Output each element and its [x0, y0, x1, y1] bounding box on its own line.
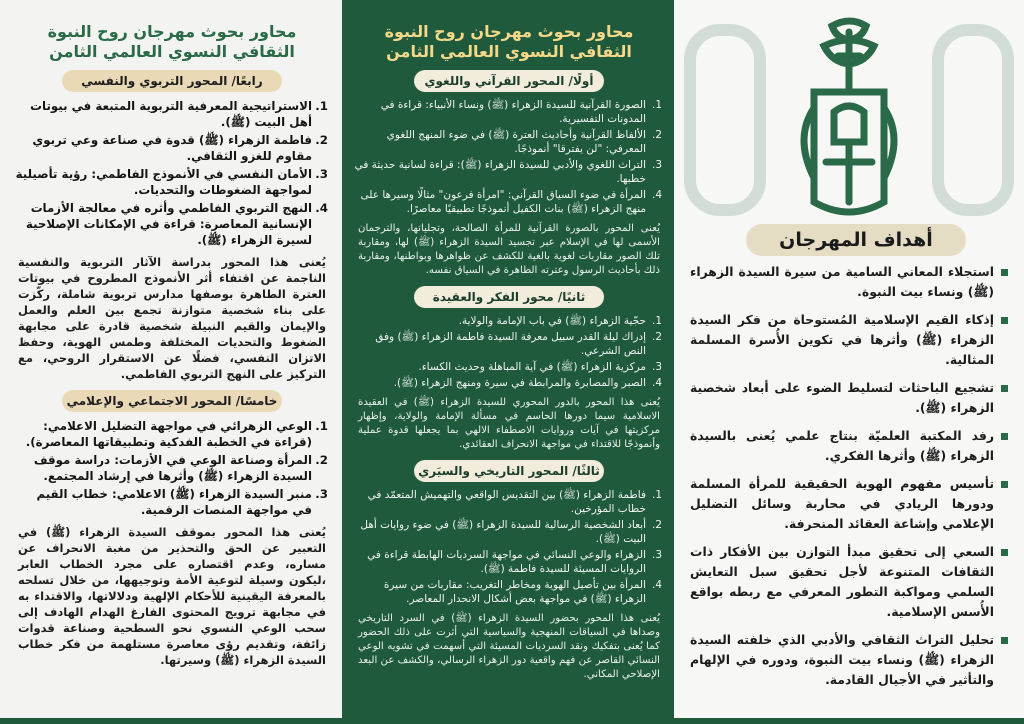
list-item: المرأة في ضوء السياق القرآني: "امرأة فرعون" مثالًا وسيرها على منهج الزهراء (ﷺ) بنات الكفيل أنموذجًا تطبيقيًا معاصرًا.	[360, 189, 646, 215]
section-note-historical: يُعنى هذا المحور بحضور السيدة الزهراء (ﷺ) في السرد التاريخي وصداها في السياقات المنهجية والسياسية التي أثرت على ذلك الحضور كما يُعنى بتفكيك ونقد السرديات المسيئة التي أسهمت في تشويه الوعي النسائي القاصر عن فهم واقعية دور الزهراء الرسالي، والكشف عن البعد الإصلاحي المكاني.	[358, 613, 660, 680]
list-item: الاستراتيجية المعرفية التربوية المتبعة في بيوتات أهل البيت (ﷺ).	[30, 99, 312, 129]
section-list-quranic	[354, 98, 664, 216]
middle-panel	[342, 0, 674, 724]
goals-list	[690, 262, 1008, 698]
section-heading-doctrine: ثانيًا/ محور الفكر والعقيدة	[414, 286, 604, 308]
bottom-green-strip	[0, 718, 1024, 724]
list-item: حجّية الزهراء (ﷺ) في باب الإمامة والولاية.	[458, 315, 646, 327]
goal-item: استجلاء المعاني السامية من سيرة السيدة الزهراء (ﷺ) ونساء بيت النبوة.	[690, 262, 1008, 302]
list-item: الصبر والمصابرة والمرابطة في سيرة ومنهج الزهراء (ﷺ).	[393, 377, 646, 389]
goal-item: رفد المكتبة العلميّة بنتاج علمي يُعنى بالسيدة الزهراء (ﷺ) وأثرها الفكري.	[690, 426, 1008, 466]
list-item: منبر السيدة الزهراء (ﷺ) الاعلامي: خطاب القيم في مواجهة المنصات الرقمية.	[36, 487, 312, 517]
section-note-educational: يُعنى هذا المحور بدراسة الآثار التربوية والنفسية الناجمة عن اقتفاء أثر الأنموذج المطروح في بيوتات العترة الطاهرة بوصفها مدارس تربوية شاملة، ركّزت على بناء شخصية متوازنة تجمع بين العلم والعمل والإيمان والقيم النبيلة شخصية قادرة على مجابهة الضغوط والتحديات المختلفة وطمس الهوية، وحفظ الاتزان النفسي، فضلًا عن الاستقرار الروحي، مع التركيز على النهج التربوي الفاطمي.	[18, 255, 326, 381]
section-heading-educational: رابعًا/ المحور التربوي والنفسي	[62, 70, 282, 92]
section-heading-social-media: خامسًا/ المحور الاجتماعي والإعلامي	[62, 390, 282, 412]
list-item: الألفاظ القرآنية وأحاديث العترة (ﷺ) في ضوء المنهج اللغوي المعرفي: "لن يفترقا" أنموذجًا.	[386, 129, 646, 155]
list-item: مركزية الزهراء (ﷺ) في آية المباهلة وحديث الكساء.	[418, 361, 646, 373]
left-panel-title: محاور بحوث مهرجان روح النبوة الثقافي النسوي العالمي الثامن	[47, 22, 297, 61]
section-note-quranic: يُعنى المحور بالصورة القرآنية للمرأة الصالحة، وتجلياتها، والترجمان الأسمى لها في الإسلام عبر تجسيد السيدة الزهراء (ﷺ) لها، ومقاربة تلك الصور مقاربات لغوية بالغية للكشف عن ظواهرها وبواطنها، ومقاربة ذلك بأحاديث الرسول وعترته الطاهرة في السياق نفسه.	[358, 223, 660, 276]
section-heading-historical: ثالثًا/ المحور التاريخي والسيَري	[414, 460, 604, 482]
list-item: الزهراء والوعي النسائي في مواجهة السرديات الهابطة قراءة في الروايات المسيئة للسيدة فاطمة (ﷺ).	[367, 549, 646, 575]
goal-item: تأسيس مفهوم الهوية الحقيقية للمرأة المسلمة ودورها الريادي في محاربة وسائل التضليل الإعلامي وإشاعة العقائد المنحرفة.	[690, 474, 1008, 534]
list-item: الوعي الزهرائي في مواجهة التضليل الاعلامي: (قراءة في الخطبة الفدكية وتطبيقاتها المعاصرة).	[25, 419, 312, 449]
list-item: الأمان النفسي في الأنموذج الفاطمي: رؤية تأصيلية لمواجهة الضغوطات والتحديات.	[15, 167, 312, 197]
festival-logo	[754, 12, 944, 222]
list-item: أبعاد الشخصية الرسالية للسيدة الزهراء (ﷺ) في ضوء روايات أهل البيت (ﷺ).	[360, 519, 646, 545]
list-item: فاطمة الزهراء (ﷺ) قدوة في صناعة وعي تربوي مقاوم للغزو الثقافي.	[32, 133, 312, 163]
right-panel	[674, 0, 1024, 724]
section-note-social-media: يُعنى هذا المحور بموقف السيدة الزهراء (ﷺ) في التعبير عن الحق والتحذير من مغبة الانحراف عن مساره، وعدم اقتصاره على مجرد الخطاب العابر ،ليكون وسيلة لتوعية الأمة وتوجيهها، من خلال تسلحه بالمعرفة اليقينية للأحكام الإلهية ودلالاتها، والاقتداء به في مجابهة ترويج المحتوى الفارغ الهدام الهادف إلى سحب الوعي النسوي نحو السطحية وصناعة قدوات زائفة، وتقديم رؤى معاصرة مستلهمة من فكر خطاب السيدة الزهراء (ﷺ) وسيرتها.	[18, 525, 326, 667]
middle-panel-title: محاور بحوث مهرجان روح النبوة الثقافي النسوي العالمي الثامن	[384, 22, 634, 61]
goals-heading: أهداف المهرجان	[746, 224, 966, 256]
section-note-doctrine: يُعنى هذا المحور بالدور المحوري للسيدة الزهراء (ﷺ) في العقيدة الاسلامية سيما دورها الحاسم في مسألة الإمامة والولاية، وإظهار مركزيتها في آيات وروايات الاصطفاء الالهي بما يجعلها قدوة عملية وأنموذجًا للاقتداء في مواجهة الانحراف العقائدي.	[358, 397, 660, 450]
goal-item: إذكاء القيم الإسلامية المُستوحاة من فكر السيدة الزهراء (ﷺ) وأثرها في تكوين الأُسرة المسلمة المثالية.	[690, 310, 1008, 370]
list-item: المرأة بين تأصيل الهوية ومخاطر التغريب: مقاربات من سيرة الزهراء (ﷺ) في مواجهة بعض أشكال الانحدار المعاصر.	[383, 579, 646, 605]
goal-item: تحليل التراث الثقافي والأدبي الذي خلفته السيدة الزهراء (ﷺ) ونساء بيت النبوة، ودوره في الإلهام والتأثير في الأجيال القادمة.	[690, 630, 1008, 690]
section-list-social-media	[14, 418, 330, 518]
list-item: المرأة وصناعة الوعي في الأزمات: دراسة موقف السيدة الزهراء (ﷺ) وأثرها في إرشاد المجتمع.	[33, 453, 312, 483]
list-item: التراث اللغوي والأدبي للسيدة الزهراء (ﷺ): قراءة لسانية حديثة في خطبها.	[354, 159, 646, 185]
goal-item: تشجيع الباحثات لتسليط الضوء على أبعاد شخصية الزهراء (ﷺ).	[690, 378, 1008, 418]
section-heading-quranic: أولًا/ المحور القرآني واللغوي	[414, 70, 604, 92]
section-list-doctrine	[354, 314, 664, 390]
list-item: إدراك ليلة القدر سبيل معرفة السيدة فاطمة الزهراء (ﷺ) وفق النص الشرعي.	[375, 331, 646, 357]
goal-item: السعي إلى تحقيق مبدأ التوازن بين الأفكار ذات الثقافات المتنوعة لأجل تحقيق سبل التعايش السلمي ومواكبة التطور المعرفي مع ربطه بواقع الأُسس الإسلامية.	[690, 542, 1008, 622]
left-panel	[0, 0, 342, 724]
list-item: الصورة القرآنية للسيدة الزهراء (ﷺ) ونساء الأنبياء: قراءة في المدونات التفسيرية.	[380, 99, 646, 125]
list-item: النهج التربوي الفاطمي وأثره في معالجة الأزمات الإنسانية المعاصرة: قراءة في الإمكانات الإصلاحية لسيرة الزهراء (ﷺ).	[25, 201, 312, 247]
section-list-historical	[354, 488, 664, 606]
list-item: فاطمة الزهراء (ﷺ) بين التقديس الواقعي والتهميش المتعمّد في خطاب المؤرخين.	[367, 489, 646, 515]
festival-logo-mark	[754, 12, 944, 222]
section-list-educational	[14, 98, 330, 248]
